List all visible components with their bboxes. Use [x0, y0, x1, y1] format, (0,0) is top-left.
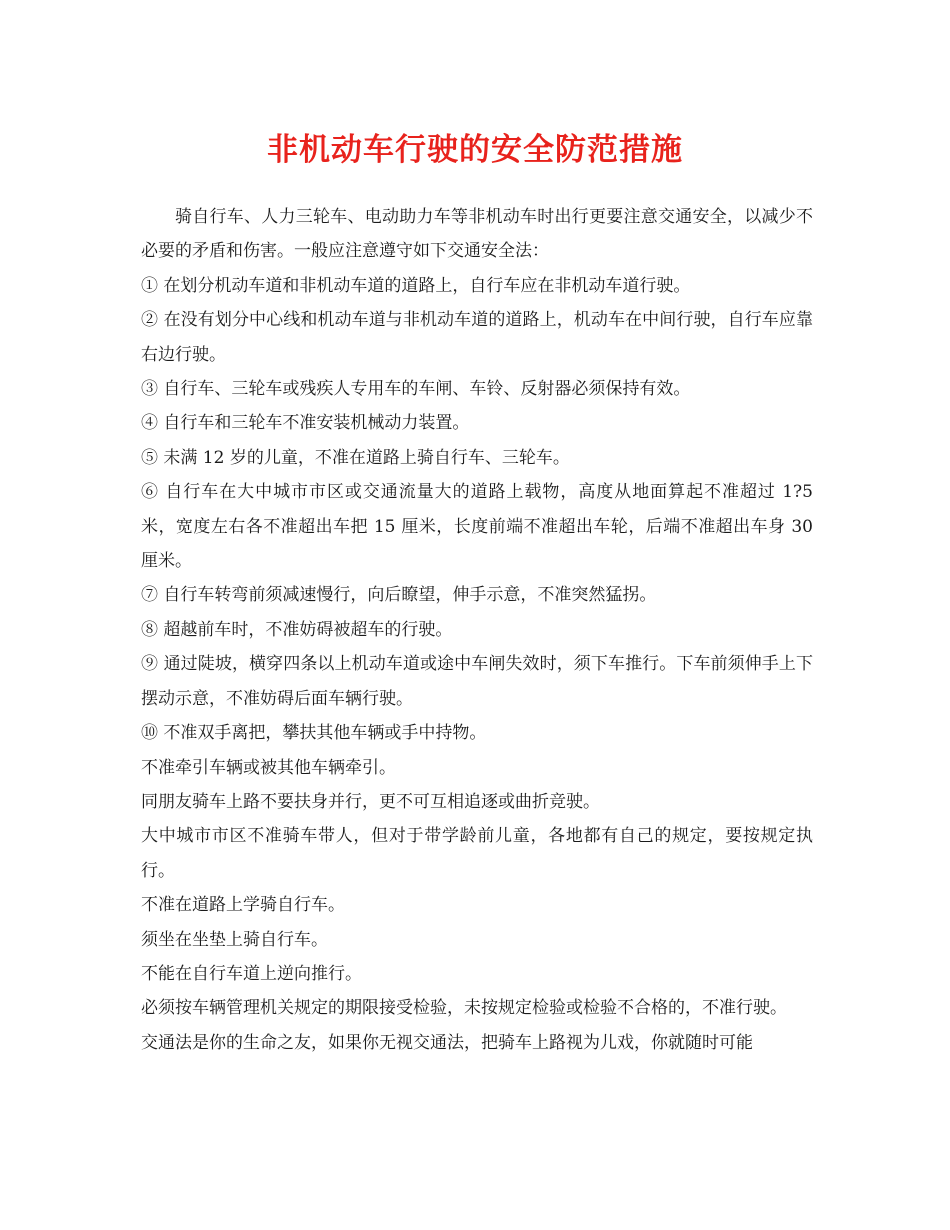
- rule-item-4: ④ 自行车和三轮车不准安装机械动力装置。: [141, 413, 470, 434]
- intro-paragraph: 骑自行车、人力三轮车、电动助力车等非机动车时出行更要注意交通安全，以减少不必要的矛盾和伤害。一般应注意遵守如下交通安全法：: [141, 207, 813, 262]
- rule-item-3: ③ 自行车、三轮车或残疾人专用车的车闸、车铃、反射器必须保持有效。: [141, 379, 691, 400]
- rule-item-7: ⑦ 自行车转弯前须减速慢行，向后瞭望，伸手示意，不准突然猛拐。: [141, 585, 657, 606]
- rule-item-8: ⑧ 超越前车时，不准妨碍被超车的行驶。: [141, 619, 453, 640]
- rule-item-1: ① 在划分机动车道和非机动车道的道路上，自行车应在非机动车道行驶。: [141, 275, 691, 296]
- rule-item-10: ⑩ 不准双手离把，攀扶其他车辆或手中持物。: [141, 723, 487, 744]
- rule-paragraph: 同朋友骑车上路不要扶身并行，更不可互相追逐或曲折竞驶。: [141, 791, 600, 812]
- rule-paragraph: 不准牵引车辆或被其他车辆牵引。: [141, 757, 396, 778]
- rule-paragraph: 不准在道路上学骑自行车。: [141, 895, 345, 916]
- rule-item-6: ⑥ 自行车在大中城市市区或交通流量大的道路上载物，高度从地面算起不准超过 1?5 米，宽度左右各不准超出车把 15 厘米，长度前端不准超出车轮，后端不准超出车身 30 厘米。: [141, 482, 813, 572]
- rule-paragraph: 须坐在坐垫上骑自行车。: [141, 929, 328, 950]
- document-body: [141, 200, 813, 1060]
- rule-item-2: ② 在没有划分中心线和机动车道与非机动车道的道路上，机动车在中间行驶，自行车应靠右边行驶。: [141, 310, 813, 365]
- rule-item-5: ⑤ 未满 12 岁的儿童，不准在道路上骑自行车、三轮车。: [141, 447, 570, 468]
- closing-paragraph: 交通法是你的生命之友，如果你无视交通法，把骑车上路视为儿戏，你就随时可能: [141, 1032, 753, 1053]
- rule-item-9: ⑨ 通过陡坡，横穿四条以上机动车道或途中车闸失效时，须下车推行。下车前须伸手上下摆动示意，不准妨碍后面车辆行驶。: [141, 654, 813, 709]
- rule-paragraph: 不能在自行车道上逆向推行。: [141, 963, 362, 984]
- rule-paragraph: 必须按车辆管理机关规定的期限接受检验，未按规定检验或检验不合格的，不准行驶。: [141, 998, 787, 1019]
- rule-paragraph: 大中城市市区不准骑车带人，但对于带学龄前儿童，各地都有自己的规定，要按规定执行。: [141, 826, 813, 881]
- document-title: 非机动车行驶的安全防范措施: [267, 132, 683, 168]
